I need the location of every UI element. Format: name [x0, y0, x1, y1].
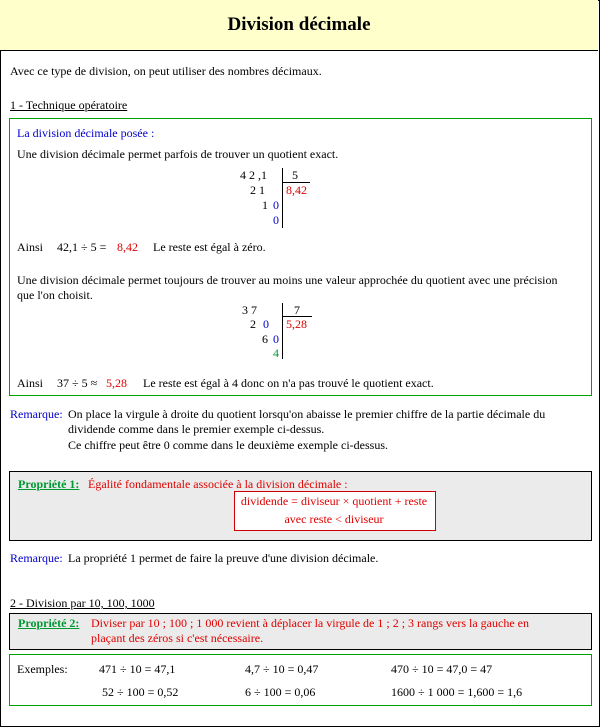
ex1-row3: 1	[262, 198, 268, 212]
propriete1-formula2: avec reste < diviseur	[284, 512, 384, 526]
ex1-divisor: 5	[292, 168, 298, 182]
example-1: 471 ÷ 10 = 47,1	[99, 662, 176, 676]
remarque1-line2: dividende comme dans le premier exemple ci-dessus.	[68, 422, 325, 436]
ainsi2-label: Ainsi	[17, 376, 44, 390]
page-header	[0, 0, 598, 51]
ex2-row3-digit: 0	[273, 332, 279, 346]
remarque1-label: Remarque:	[10, 407, 63, 421]
ainsi2-result: 5,28	[106, 376, 127, 390]
ainsi1-result: 8,42	[117, 240, 138, 254]
intro-text: Avec ce type de division, on peut utiliser des nombres décimaux.	[10, 64, 322, 78]
ex1-quotient: 8,42	[286, 183, 307, 197]
propriete1-text: Égalité fondamentale associée à la division décimale :	[88, 477, 348, 491]
example-5: 6 ÷ 100 = 0,06	[245, 685, 316, 699]
ex2-remainder: 4	[273, 346, 279, 360]
ex1-vertical-bar	[282, 168, 283, 228]
example-3: 470 ÷ 10 = 47,0 = 47	[391, 662, 493, 676]
ainsi2-expression: 37 ÷ 5 ≈	[57, 376, 98, 390]
ex2-divisor: 7	[294, 303, 300, 317]
ex1-row2: 2 1	[250, 183, 265, 197]
remarque1-line1: On place la virgule à droite du quotient lorsqu'on abaisse le premier chiffre de la partie décimale du	[68, 407, 546, 421]
section1-heading: 1 - Technique opératoire	[10, 98, 128, 112]
ainsi2-note: Le reste est égal à 4 donc on n'a pas trouvé le quotient exact.	[143, 376, 434, 390]
page-title: Division décimale	[227, 14, 371, 35]
ainsi1-note: Le reste est égal à zéro.	[153, 240, 266, 254]
propriete1-label: Propriété 1:	[18, 477, 80, 491]
ex2-row3: 6	[262, 332, 268, 346]
technique-box-title: La division décimale posée :	[17, 126, 155, 140]
ex2-vertical-bar	[282, 303, 283, 359]
propriete2-line2: plaçant des zéros si c'est nécessaire.	[91, 631, 264, 645]
examples-label: Exemples:	[17, 662, 68, 676]
ainsi1-expression: 42,1 ÷ 5 =	[57, 240, 107, 254]
ex2-row2: 2	[250, 317, 256, 331]
ex1-remainder: 0	[273, 213, 279, 227]
remarque2-label: Remarque:	[10, 551, 63, 565]
section2-heading: 2 - Division par 10, 100, 1000	[10, 596, 155, 610]
propriete2-line1: Diviser par 10 ; 100 ; 1 000 revient à déplacer la virgule de 1 ; 2 ; 3 rangs vers la gauche en	[91, 616, 529, 630]
ainsi1-label: Ainsi	[17, 240, 44, 254]
ex1-row3-digit: 0	[273, 198, 279, 212]
remarque1-line3: Ce chiffre peut être 0 comme dans le deuxième exemple ci-dessus.	[68, 438, 388, 452]
propriete1-formula1: dividende = diviseur × quotient + reste	[240, 494, 428, 508]
example-4: 52 ÷ 100 = 0,52	[102, 685, 179, 699]
technique-line2: Une division décimale permet toujours de trouver au moins une valeur approchée du quotient avec une précision que l'on choisit.	[17, 273, 558, 302]
propriete2-label: Propriété 2:	[18, 616, 80, 630]
ex2-row2-digit: 0	[263, 317, 269, 331]
example-6: 1600 ÷ 1 000 = 1,600 = 1,6	[391, 685, 523, 699]
example-2: 4,7 ÷ 10 = 0,47	[245, 662, 319, 676]
ex1-dividend: 4 2 ,1	[240, 168, 267, 182]
ex2-dividend: 3 7	[242, 303, 257, 317]
technique-line1: Une division décimale permet parfois de trouver un quotient exact.	[17, 147, 339, 161]
ex2-quotient: 5,28	[286, 317, 307, 331]
remarque2-text: La propriété 1 permet de faire la preuve d'une division décimale.	[68, 551, 379, 565]
